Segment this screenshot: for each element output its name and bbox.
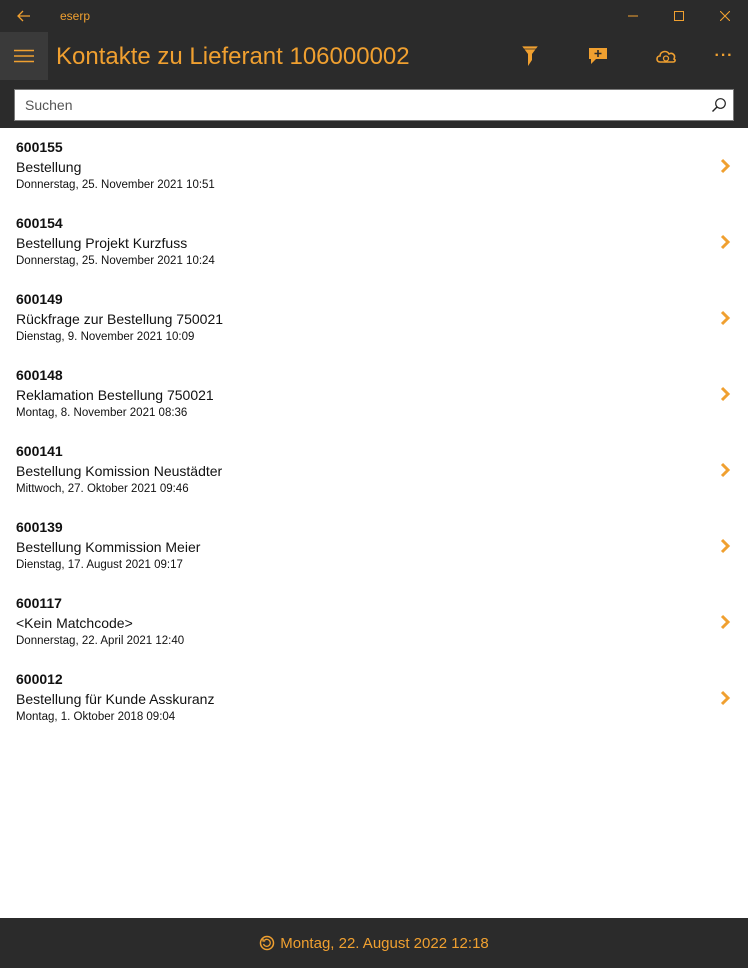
contact-date: Dienstag, 9. November 2021 10:09 <box>16 331 195 343</box>
minimize-button[interactable] <box>610 0 656 32</box>
contact-date: Montag, 1. Oktober 2018 09:04 <box>16 711 176 723</box>
contact-number: 600154 <box>16 215 63 231</box>
filter-button[interactable] <box>508 36 552 76</box>
menu-button[interactable] <box>0 32 48 80</box>
contact-subject: Bestellung Kommission Meier <box>16 539 201 555</box>
maximize-icon <box>674 11 684 21</box>
contact-date: Donnerstag, 22. April 2021 12:40 <box>16 635 185 647</box>
contact-date: Donnerstag, 25. November 2021 10:24 <box>16 255 215 267</box>
new-contact-button[interactable] <box>576 36 620 76</box>
chevron-right-icon <box>718 690 732 706</box>
filter-icon <box>522 46 538 66</box>
contact-number: 600012 <box>16 671 63 687</box>
contact-subject: Bestellung <box>16 159 82 175</box>
page-title: Kontakte zu Lieferant 106000002 <box>56 43 410 70</box>
search-icon[interactable] <box>711 97 727 113</box>
contact-list-item[interactable] <box>0 514 748 590</box>
maximize-button[interactable] <box>656 0 702 32</box>
close-icon <box>720 11 730 21</box>
contact-number: 600117 <box>16 595 62 611</box>
back-button[interactable] <box>0 0 48 32</box>
sync-button[interactable] <box>644 36 688 76</box>
chevron-right-icon <box>718 386 732 402</box>
back-arrow-icon <box>17 10 31 22</box>
chevron-right-icon <box>718 462 732 478</box>
close-button[interactable] <box>702 0 748 32</box>
contact-subject: Bestellung Komission Neustädter <box>16 463 223 479</box>
contact-number: 600139 <box>16 519 63 535</box>
search-input[interactable] <box>15 90 705 120</box>
status-bar <box>0 918 748 968</box>
clock-icon <box>259 935 275 951</box>
hamburger-icon <box>14 49 34 63</box>
contact-subject: Bestellung für Kunde Asskuranz <box>16 691 215 707</box>
contact-subject: Rückfrage zur Bestellung 750021 <box>16 311 224 327</box>
more-button[interactable]: ··· <box>714 47 734 64</box>
contact-list <box>0 134 748 742</box>
contact-list-item[interactable] <box>0 362 748 438</box>
chevron-right-icon <box>718 158 732 174</box>
cloud-sync-icon <box>655 47 677 65</box>
contact-number: 600148 <box>16 367 63 383</box>
contact-list-item[interactable] <box>0 210 748 286</box>
contact-subject: Reklamation Bestellung 750021 <box>16 387 214 403</box>
app-name: eserp <box>60 9 91 23</box>
chevron-right-icon <box>718 538 732 554</box>
contact-list-item[interactable] <box>0 134 748 210</box>
contact-date: Dienstag, 17. August 2021 09:17 <box>16 559 183 571</box>
contact-list-item[interactable] <box>0 438 748 514</box>
contact-number: 600141 <box>16 443 63 459</box>
contact-date: Montag, 8. November 2021 08:36 <box>16 407 188 419</box>
contact-list-item[interactable] <box>0 666 748 742</box>
title-bar <box>0 0 748 32</box>
contact-list-item[interactable] <box>0 286 748 362</box>
chevron-right-icon <box>718 310 732 326</box>
contact-number: 600155 <box>16 139 63 155</box>
minimize-icon <box>628 11 638 21</box>
contact-list-item[interactable] <box>0 590 748 666</box>
page-header <box>0 32 748 128</box>
search-box <box>14 89 734 121</box>
contact-subject: <Kein Matchcode> <box>16 615 133 631</box>
chevron-right-icon <box>718 614 732 630</box>
status-datetime: Montag, 22. August 2022 12:18 <box>280 934 489 952</box>
contact-number: 600149 <box>16 291 63 307</box>
chevron-right-icon <box>718 234 732 250</box>
add-comment-icon <box>587 46 609 66</box>
contact-date: Mittwoch, 27. Oktober 2021 09:46 <box>16 483 189 495</box>
contact-date: Donnerstag, 25. November 2021 10:51 <box>16 179 215 191</box>
contact-subject: Bestellung Projekt Kurzfuss <box>16 235 188 251</box>
